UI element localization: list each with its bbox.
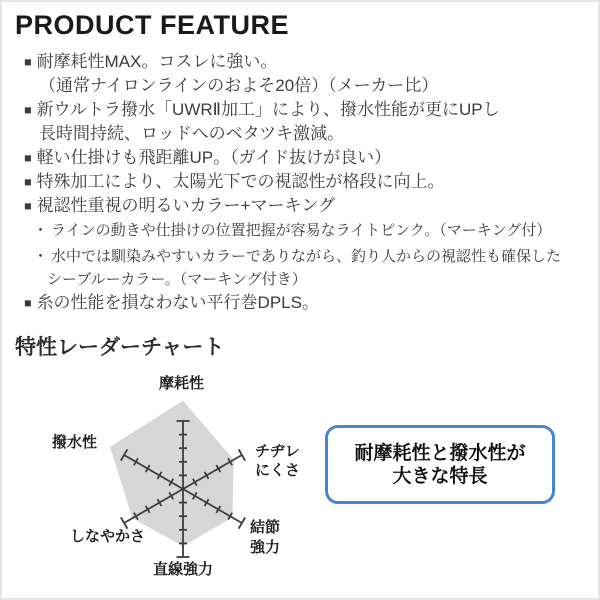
feature-list [2,50,594,315]
callout-text-line2: 大きな特長 [392,465,488,487]
feature-text: 糸の性能を損なわない平行巻DPLS。 [36,293,319,312]
radar-label-line: 強力 [250,539,281,556]
radar-label-linear-strength: 直線強力 [153,561,214,578]
callout-text-line1: 耐摩耗性と撥水性が [354,442,526,464]
feature-subitem-continuation [2,270,594,289]
feature-subitem [2,218,594,244]
feature-text: 新ウルトラ撥水「UWRⅡ加工」により、撥水性能が更にUPし [36,100,500,119]
radar-label-knot-strength [250,518,280,558]
feature-text: ラインの動きや仕掛けの位置把握が容易なライトピンク。（マーキング付） [51,222,552,239]
radar-label-kink-resistance [255,442,300,480]
radar-label-line: にくさ [255,462,301,479]
feature-text: 視認性重視の明るいカラー+マーキング [36,196,335,215]
feature-item [2,146,594,170]
radar-label-line: チヂレ [255,443,300,460]
square-bullet-icon: ■ [24,199,32,213]
section-heading: 特性レーダーチャート [15,336,225,359]
page-title: PRODUCT FEATURE [15,10,289,40]
feature-item [2,291,594,315]
square-bullet-icon: ■ [24,103,32,117]
radar-label-suppleness: しなやかさ [70,528,146,545]
square-bullet-icon: ■ [24,151,32,165]
feature-text: 水中では馴染みやすいカラーでありながら、釣り人からの視認性も確保した [51,248,562,265]
feature-item-continuation [2,74,594,98]
feature-item-continuation [2,122,594,146]
feature-item [2,50,594,74]
feature-item [2,98,594,122]
feature-text: （通常ナイロンラインのおよそ20倍）（メーカー比） [39,76,439,95]
feature-item [2,194,594,218]
radar-label-water-repellency: 撥水性 [52,434,98,451]
dot-bullet-icon: ・ [33,248,49,265]
feature-text: シーブルーカラー。（マーキング付き） [47,271,307,288]
square-bullet-icon: ■ [24,55,32,69]
feature-text: 長時間持続、ロッドへのベタツキ激減。 [39,124,345,143]
feature-text: 軽い仕掛けも飛距離UP。（ガイド抜けが良い） [36,148,392,167]
dot-bullet-icon: ・ [33,222,49,239]
radar-label-line: 結節 [250,519,281,536]
feature-text: 特殊加工により、太陽光下での視認性が格段に向上。 [36,172,445,191]
feature-text: 耐摩耗性MAX。コスレに強い。 [36,52,278,71]
feature-item [2,170,594,194]
callout-box [325,425,555,504]
radar-label-abrasion: 摩耗性 [159,375,205,392]
square-bullet-icon: ■ [24,175,32,189]
square-bullet-icon: ■ [24,296,32,310]
feature-subitem [2,244,594,270]
